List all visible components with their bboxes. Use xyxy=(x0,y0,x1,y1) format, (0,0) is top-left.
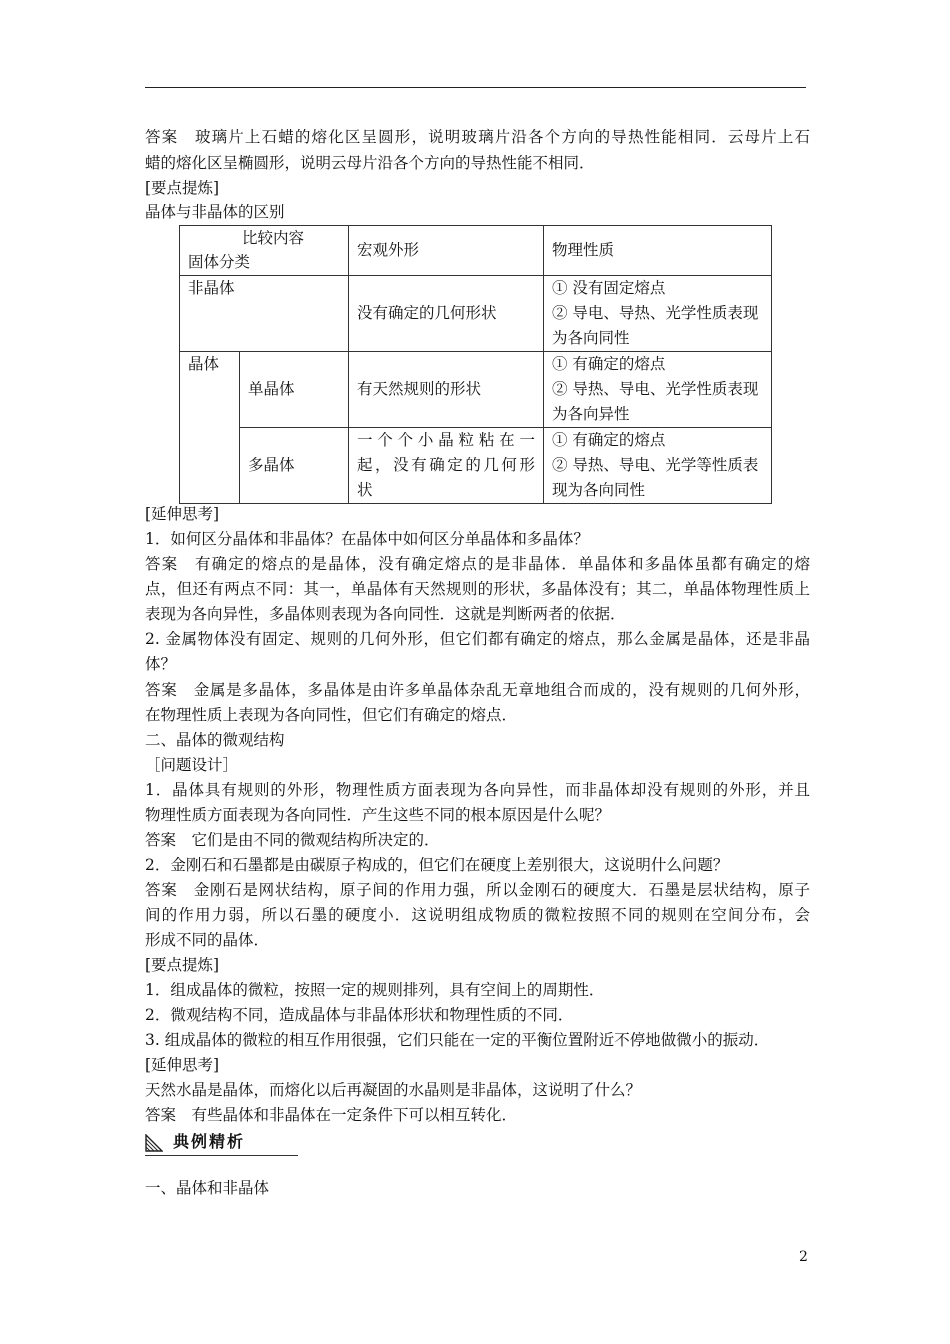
row-label-crystal: 晶体 xyxy=(180,352,240,504)
section-heading: 二、晶体的微观结构 xyxy=(145,731,285,749)
cell-poly-shape: 一个个小晶粒粘在一 起，没有确定的几何形 状 xyxy=(349,428,544,504)
answer-line: 间的作用力弱，所以石墨的硬度小．这说明组成物质的微粒按照不同的规则在空间分布，会 xyxy=(145,906,810,924)
table-caption: 晶体与非晶体的区别 xyxy=(145,203,285,221)
answer-line: 答案 金刚石是网状结构，原子间的作用力强，所以金刚石的硬度大．石墨是层状结构，原子 xyxy=(145,881,810,899)
answer-line: 形成不同的晶体． xyxy=(145,931,270,949)
hatched-triangle-icon xyxy=(145,1134,163,1152)
question: 物理性质方面表现为各向同性．产生这些不同的根本原因是什么呢？ xyxy=(145,806,611,824)
question: 体？ xyxy=(145,655,177,673)
key-point: 1．组成晶体的微粒，按照一定的规则排列，具有空间上的周期性． xyxy=(145,981,605,999)
table-header-diagonal xyxy=(180,226,349,276)
answer-line: 表现为各向异性，多晶体则表现为各向同性．这就是判断两者的依据． xyxy=(145,605,626,623)
answer-line: 答案 有些晶体和非晶体在一定条件下可以相互转化． xyxy=(145,1106,518,1124)
section-label: [要点提炼] xyxy=(145,179,220,197)
answer-line: 答案 玻璃片上石蜡的熔化区呈圆形，说明玻璃片沿各个方向的导热性能相同．云母片上石 xyxy=(145,128,810,146)
answer-line: 答案 金属是多晶体，多晶体是由许多单晶体杂乱无章地组合而成的，没有规则的几何外形， xyxy=(145,681,810,699)
header-rule xyxy=(145,87,806,88)
example-section-header xyxy=(145,1131,298,1156)
header-props: 物理性质 xyxy=(544,226,772,276)
comparison-table xyxy=(179,225,772,504)
question: 1．如何区分晶体和非晶体？在晶体中如何区分单晶体和多晶体？ xyxy=(145,530,589,548)
header-shape: 宏观外形 xyxy=(349,226,544,276)
row-label-single: 单晶体 xyxy=(240,352,349,428)
answer-line: 蜡的熔化区呈椭圆形，说明云母片沿各个方向的导热性能不相同． xyxy=(145,154,595,172)
answer-line: 点，但还有两点不同：其一，单晶体有天然规则的形状，多晶体没有；其二，单晶体物理性质上 xyxy=(145,580,810,598)
section-label: [延伸思考] xyxy=(145,1056,220,1074)
section-heading: 一、晶体和非晶体 xyxy=(145,1179,270,1197)
cell-amorphous-shape: 没有确定的几何形状 xyxy=(349,276,544,352)
header-class: 固体分类 xyxy=(188,253,251,271)
question: 2．金刚石和石墨都是由碳原子构成的，但它们在硬度上差别很大，这说明什么问题？ xyxy=(145,856,729,874)
section-label: [要点提炼] xyxy=(145,956,220,974)
section-label: ［问题设计］ xyxy=(145,756,239,774)
cell-poly-props: ① 有确定的熔点 ② 导热、导电、光学等性质表 现为各向同性 xyxy=(544,428,772,504)
page-number: 2 xyxy=(799,1249,808,1265)
key-point: 3. 组成晶体的微粒的相互作用很强，它们只能在一定的平衡位置附近不停地做微小的振动． xyxy=(145,1031,770,1049)
section-title: 典例精析 xyxy=(173,1132,246,1151)
key-point: 2．微观结构不同，造成晶体与非晶体形状和物理性质的不同． xyxy=(145,1006,574,1024)
question: 1．晶体具有规则的外形，物理性质方面表现为各向异性，而非晶体却没有规则的外形，并且 xyxy=(145,781,810,799)
cell-amorphous-props: ① 没有固定熔点 ② 导电、导热、光学性质表现 为各向同性 xyxy=(544,276,772,352)
answer-line: 在物理性质上表现为各向同性，但它们有确定的熔点． xyxy=(145,706,518,724)
cell-single-props: ① 有确定的熔点 ② 导热、导电、光学性质表现 为各向异性 xyxy=(544,352,772,428)
row-label-amorphous: 非晶体 xyxy=(180,276,349,352)
header-compare: 比较内容 xyxy=(242,229,305,247)
section-label: [延伸思考] xyxy=(145,505,220,523)
question: 天然水晶是晶体，而熔化以后再凝固的水晶则是非晶体，这说明了什么？ xyxy=(145,1081,642,1099)
question: 2. 金属物体没有固定、规则的几何外形，但它们都有确定的熔点，那么金属是晶体，还是非晶 xyxy=(145,630,810,648)
cell-single-shape: 有天然规则的形状 xyxy=(349,352,544,428)
row-label-poly: 多晶体 xyxy=(240,428,349,504)
answer-line: 答案 它们是由不同的微观结构所决定的． xyxy=(145,831,440,849)
answer-line: 答案 有确定的熔点的是晶体，没有确定熔点的是非晶体．单晶体和多晶体虽都有确定的熔 xyxy=(145,555,810,573)
